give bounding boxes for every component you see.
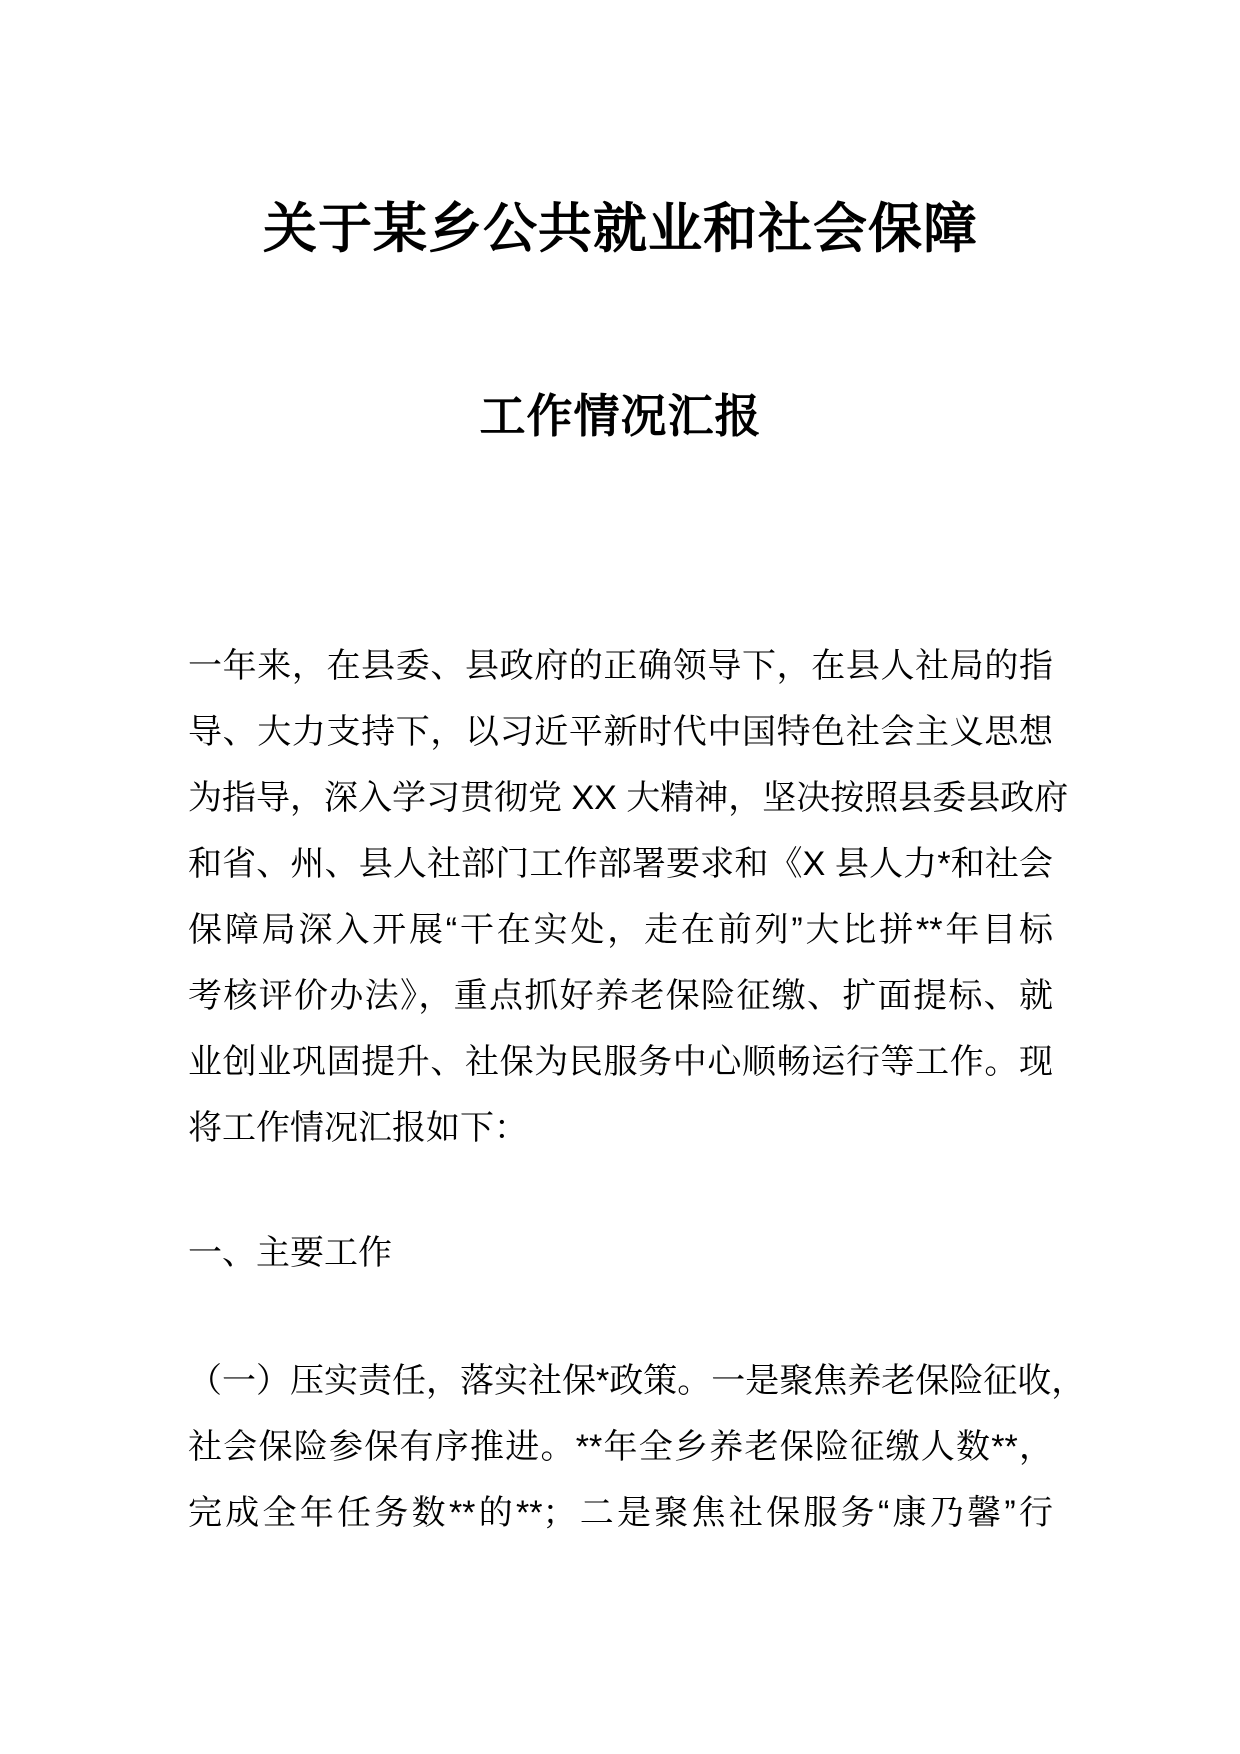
intro-line-4: 和省、州、县人社部门工作部署要求和《X 县人力*和社会 — [188, 845, 1053, 883]
section-heading-main-work: 一、主要工作 — [188, 1234, 392, 1272]
section-paragraph — [188, 1348, 1086, 1546]
intro-line-1: 一年来，在县委、县政府的正确领导下，在县人社局的指 — [188, 647, 1053, 685]
section-line-1: （一）压实责任，落实社保*政策。一是聚焦养老保险征收， — [188, 1362, 1086, 1400]
document-title-line-2: 工作情况汇报 — [479, 390, 762, 442]
intro-line-5: 保障局深入开展“干在实处，走在前列”大比拼**年目标 — [188, 911, 1053, 949]
intro-line-6: 考核评价办法》，重点抓好养老保险征缴、扩面提标、就 — [188, 977, 1053, 1015]
section-line-3: 完成全年任务数**的**；二是聚焦社保服务“康乃馨”行 — [188, 1494, 1053, 1532]
intro-line-8: 将工作情况汇报如下： — [188, 1109, 528, 1147]
intro-paragraph — [188, 633, 1069, 1161]
document-title-line-1: 关于某乡公共就业和社会保障 — [263, 199, 978, 259]
section-line-2: 社会保险参保有序推进。**年全乡养老保险征缴人数**， — [188, 1428, 1053, 1466]
intro-line-7: 业创业巩固提升、社保为民服务中心顺畅运行等工作。现 — [188, 1043, 1053, 1081]
intro-line-3: 为指导，深入学习贯彻党 XX 大精神，坚决按照县委县政府 — [188, 779, 1069, 817]
intro-line-2: 导、大力支持下，以习近平新时代中国特色社会主义思想 — [188, 713, 1053, 751]
